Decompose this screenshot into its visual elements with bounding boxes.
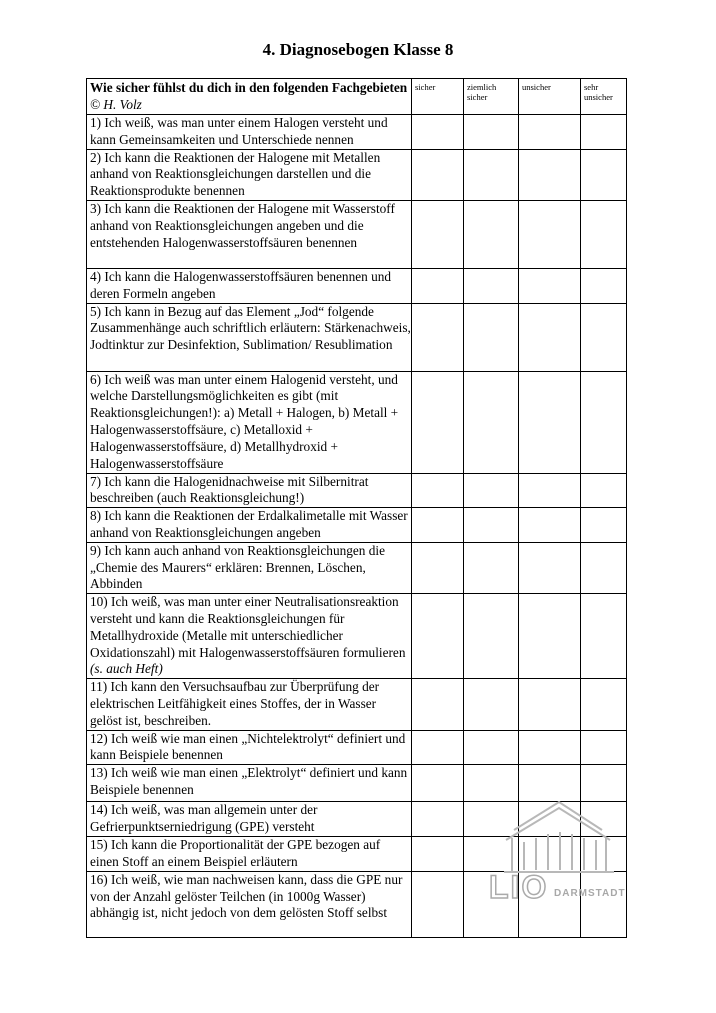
item-text: 10) Ich weiß, was man unter einer Neutralisationsreaktion versteht und kann die Reaktionsgleichungen für Metallhydroxide (Metalle mit unterschiedlicher Oxidationszahl) mit Halogenwasserstoffsäuren formulieren xyxy=(90,594,406,660)
answer-cell-unsicher[interactable] xyxy=(519,730,581,765)
item-note: (s. auch Heft) xyxy=(90,661,163,677)
item-text-cell xyxy=(87,765,412,802)
answer-cell-unsicher[interactable] xyxy=(519,371,581,473)
item-text: 9) Ich kann auch anhand von Reaktionsgleichungen die „Chemie des Maurers“ erklären: Brennen, Löschen, Abbinden xyxy=(90,542,386,592)
table-row xyxy=(87,508,627,543)
item-text-cell xyxy=(87,679,412,730)
table-row xyxy=(87,268,627,303)
table-row xyxy=(87,200,627,268)
item-text-cell xyxy=(87,837,412,872)
answer-cell-ziemlich-sicher[interactable] xyxy=(464,730,519,765)
answer-cell-sicher[interactable] xyxy=(412,268,464,303)
table-row xyxy=(87,303,627,371)
item-text-cell xyxy=(87,473,412,508)
answer-cell-unsicher[interactable] xyxy=(519,542,581,593)
item-text: 6) Ich weiß was man unter einem Halogenid versteht, und welche Darstellungsmöglichkeiten es gibt (mit Reaktionsgleichungen!): a) Metall + Halogen, b) Metall + Halogenwasserstoffsäure, c) Metalloxid + Halogenwasserstoffsäure, d) Metallhydroxid + Halogenwasserstoffsäure xyxy=(90,371,399,471)
table-row xyxy=(87,115,627,150)
logo-lio: LIO xyxy=(489,869,549,905)
answer-cell-sicher[interactable] xyxy=(412,542,464,593)
answer-cell-sicher[interactable] xyxy=(412,837,464,872)
item-text-cell xyxy=(87,200,412,268)
table-row xyxy=(87,371,627,473)
answer-cell-unsicher[interactable] xyxy=(519,268,581,303)
answer-cell-ziemlich-sicher[interactable] xyxy=(464,268,519,303)
item-text-cell xyxy=(87,115,412,150)
answer-cell-sicher[interactable] xyxy=(412,730,464,765)
answer-cell-sehr-unsicher[interactable] xyxy=(581,268,627,303)
item-text: 13) Ich weiß wie man einen „Elektrolyt“ definiert und kann Beispiele benennen xyxy=(90,765,408,797)
answer-cell-sicher[interactable] xyxy=(412,303,464,371)
item-text: 16) Ich weiß, wie man nachweisen kann, dass die GPE nur von der Anzahl gelöster Teilchen (in 1000g Wasser) abhängig ist, nicht jedoch von dem gelösten Stoff selbst xyxy=(90,871,403,921)
answer-cell-sehr-unsicher[interactable] xyxy=(581,115,627,150)
answer-cell-sicher[interactable] xyxy=(412,802,464,837)
item-text: 7) Ich kann die Halogenidnachweise mit Silbernitrat beschreiben (auch Reaktionsgleichung!) xyxy=(90,473,369,506)
item-text-cell xyxy=(87,149,412,200)
option-header-sehr-unsicher: sehr unsicher xyxy=(581,79,627,115)
answer-cell-sehr-unsicher[interactable] xyxy=(581,371,627,473)
table-row xyxy=(87,149,627,200)
item-text: 8) Ich kann die Reaktionen der Erdalkalimetalle mit Wasser anhand von Reaktionsgleichungen angeben xyxy=(90,508,408,540)
table-row xyxy=(87,473,627,508)
header-author: © H. Volz xyxy=(90,97,142,112)
answer-cell-ziemlich-sicher[interactable] xyxy=(464,200,519,268)
answer-cell-sehr-unsicher[interactable] xyxy=(581,200,627,268)
answer-cell-sicher[interactable] xyxy=(412,371,464,473)
option-header-ziemlich-sicher: ziemlich sicher xyxy=(464,79,519,115)
table-row xyxy=(87,679,627,730)
answer-cell-sicher[interactable] xyxy=(412,679,464,730)
answer-cell-ziemlich-sicher[interactable] xyxy=(464,679,519,730)
answer-cell-ziemlich-sicher[interactable] xyxy=(464,594,519,679)
answer-cell-sehr-unsicher[interactable] xyxy=(581,508,627,543)
answer-cell-sehr-unsicher[interactable] xyxy=(581,594,627,679)
answer-cell-ziemlich-sicher[interactable] xyxy=(464,303,519,371)
answer-cell-ziemlich-sicher[interactable] xyxy=(464,115,519,150)
answer-cell-sehr-unsicher[interactable] xyxy=(581,730,627,765)
answer-cell-sicher[interactable] xyxy=(412,594,464,679)
answer-cell-sehr-unsicher[interactable] xyxy=(581,542,627,593)
answer-cell-sicher[interactable] xyxy=(412,473,464,508)
item-text-cell xyxy=(87,871,412,937)
answer-cell-sicher[interactable] xyxy=(412,508,464,543)
option-header-sicher: sicher xyxy=(412,79,464,115)
answer-cell-sicher[interactable] xyxy=(412,871,464,937)
item-text-cell xyxy=(87,730,412,765)
item-text: 15) Ich kann die Proportionalität der GPE bezogen auf einen Stoff an einem Beispiel erläutern xyxy=(90,837,381,869)
item-text: 14) Ich weiß, was man allgemein unter der Gefrierpunktserniedrigung (GPE) versteht xyxy=(90,802,318,834)
logo-darmstadt: DARMSTADT xyxy=(554,888,626,899)
item-text-cell xyxy=(87,268,412,303)
answer-cell-ziemlich-sicher[interactable] xyxy=(464,371,519,473)
item-text: 12) Ich weiß wie man einen „Nichtelektrolyt“ definiert und kann Beispiele benennen xyxy=(90,730,406,763)
answer-cell-sehr-unsicher[interactable] xyxy=(581,679,627,730)
answer-cell-sehr-unsicher[interactable] xyxy=(581,303,627,371)
answer-cell-unsicher[interactable] xyxy=(519,115,581,150)
item-text-cell xyxy=(87,303,412,371)
answer-cell-unsicher[interactable] xyxy=(519,473,581,508)
school-logo-watermark xyxy=(484,790,634,920)
table-row xyxy=(87,730,627,765)
item-text: 11) Ich kann den Versuchsaufbau zur Überprüfung der elektrischen Leitfähigkeit eines Stoffes, der in Wasser gelöst ist, beschreiben. xyxy=(90,679,380,728)
header-question: Wie sicher fühlst du dich in den folgenden Fachgebieten xyxy=(90,80,408,95)
item-text-cell xyxy=(87,371,412,473)
header-row xyxy=(87,79,627,115)
answer-cell-ziemlich-sicher[interactable] xyxy=(464,508,519,543)
item-text-cell xyxy=(87,802,412,837)
answer-cell-unsicher[interactable] xyxy=(519,149,581,200)
answer-cell-sicher[interactable] xyxy=(412,200,464,268)
item-text: 2) Ich kann die Reaktionen der Halogene mit Metallen anhand von Reaktionsgleichungen darstellen und die Reaktionsprodukte benennen xyxy=(90,149,381,199)
answer-cell-unsicher[interactable] xyxy=(519,200,581,268)
item-text-cell xyxy=(87,594,412,679)
building-icon xyxy=(504,802,614,872)
option-header-unsicher: unsicher xyxy=(519,79,581,115)
answer-cell-ziemlich-sicher[interactable] xyxy=(464,542,519,593)
answer-cell-sehr-unsicher[interactable] xyxy=(581,149,627,200)
answer-cell-unsicher[interactable] xyxy=(519,508,581,543)
table-row xyxy=(87,594,627,679)
answer-cell-ziemlich-sicher[interactable] xyxy=(464,149,519,200)
page-title: 4. Diagnosebogen Klasse 8 xyxy=(262,40,454,59)
answer-cell-unsicher[interactable] xyxy=(519,594,581,679)
answer-cell-sehr-unsicher[interactable] xyxy=(581,473,627,508)
answer-cell-unsicher[interactable] xyxy=(519,303,581,371)
item-text: 4) Ich kann die Halogenwasserstoffsäuren benennen und deren Formeln angeben xyxy=(90,268,392,301)
answer-cell-sicher[interactable] xyxy=(412,765,464,802)
answer-cell-sicher[interactable] xyxy=(412,115,464,150)
table-row xyxy=(87,542,627,593)
item-text-cell xyxy=(87,542,412,593)
item-text: 3) Ich kann die Reaktionen der Halogene mit Wasserstoff anhand von Reaktionsgleichungen angeben und die entstehenden Halogenwasserstoffsäuren benennen xyxy=(90,200,395,250)
item-text: 5) Ich kann in Bezug auf das Element „Jod“ folgende Zusammenhänge auch schriftlich erläutern: Stärkenachweis, Jodtinktur zur Desinfektion, Sublimation/ Resublimation xyxy=(90,303,411,353)
item-text: 1) Ich weiß, was man unter einem Halogen versteht und kann Gemeinsamkeiten und Unterschiede nennen xyxy=(90,115,388,147)
item-text-cell xyxy=(87,508,412,543)
answer-cell-unsicher[interactable] xyxy=(519,679,581,730)
header-question-cell xyxy=(87,79,412,115)
answer-cell-ziemlich-sicher[interactable] xyxy=(464,473,519,508)
answer-cell-sicher[interactable] xyxy=(412,149,464,200)
